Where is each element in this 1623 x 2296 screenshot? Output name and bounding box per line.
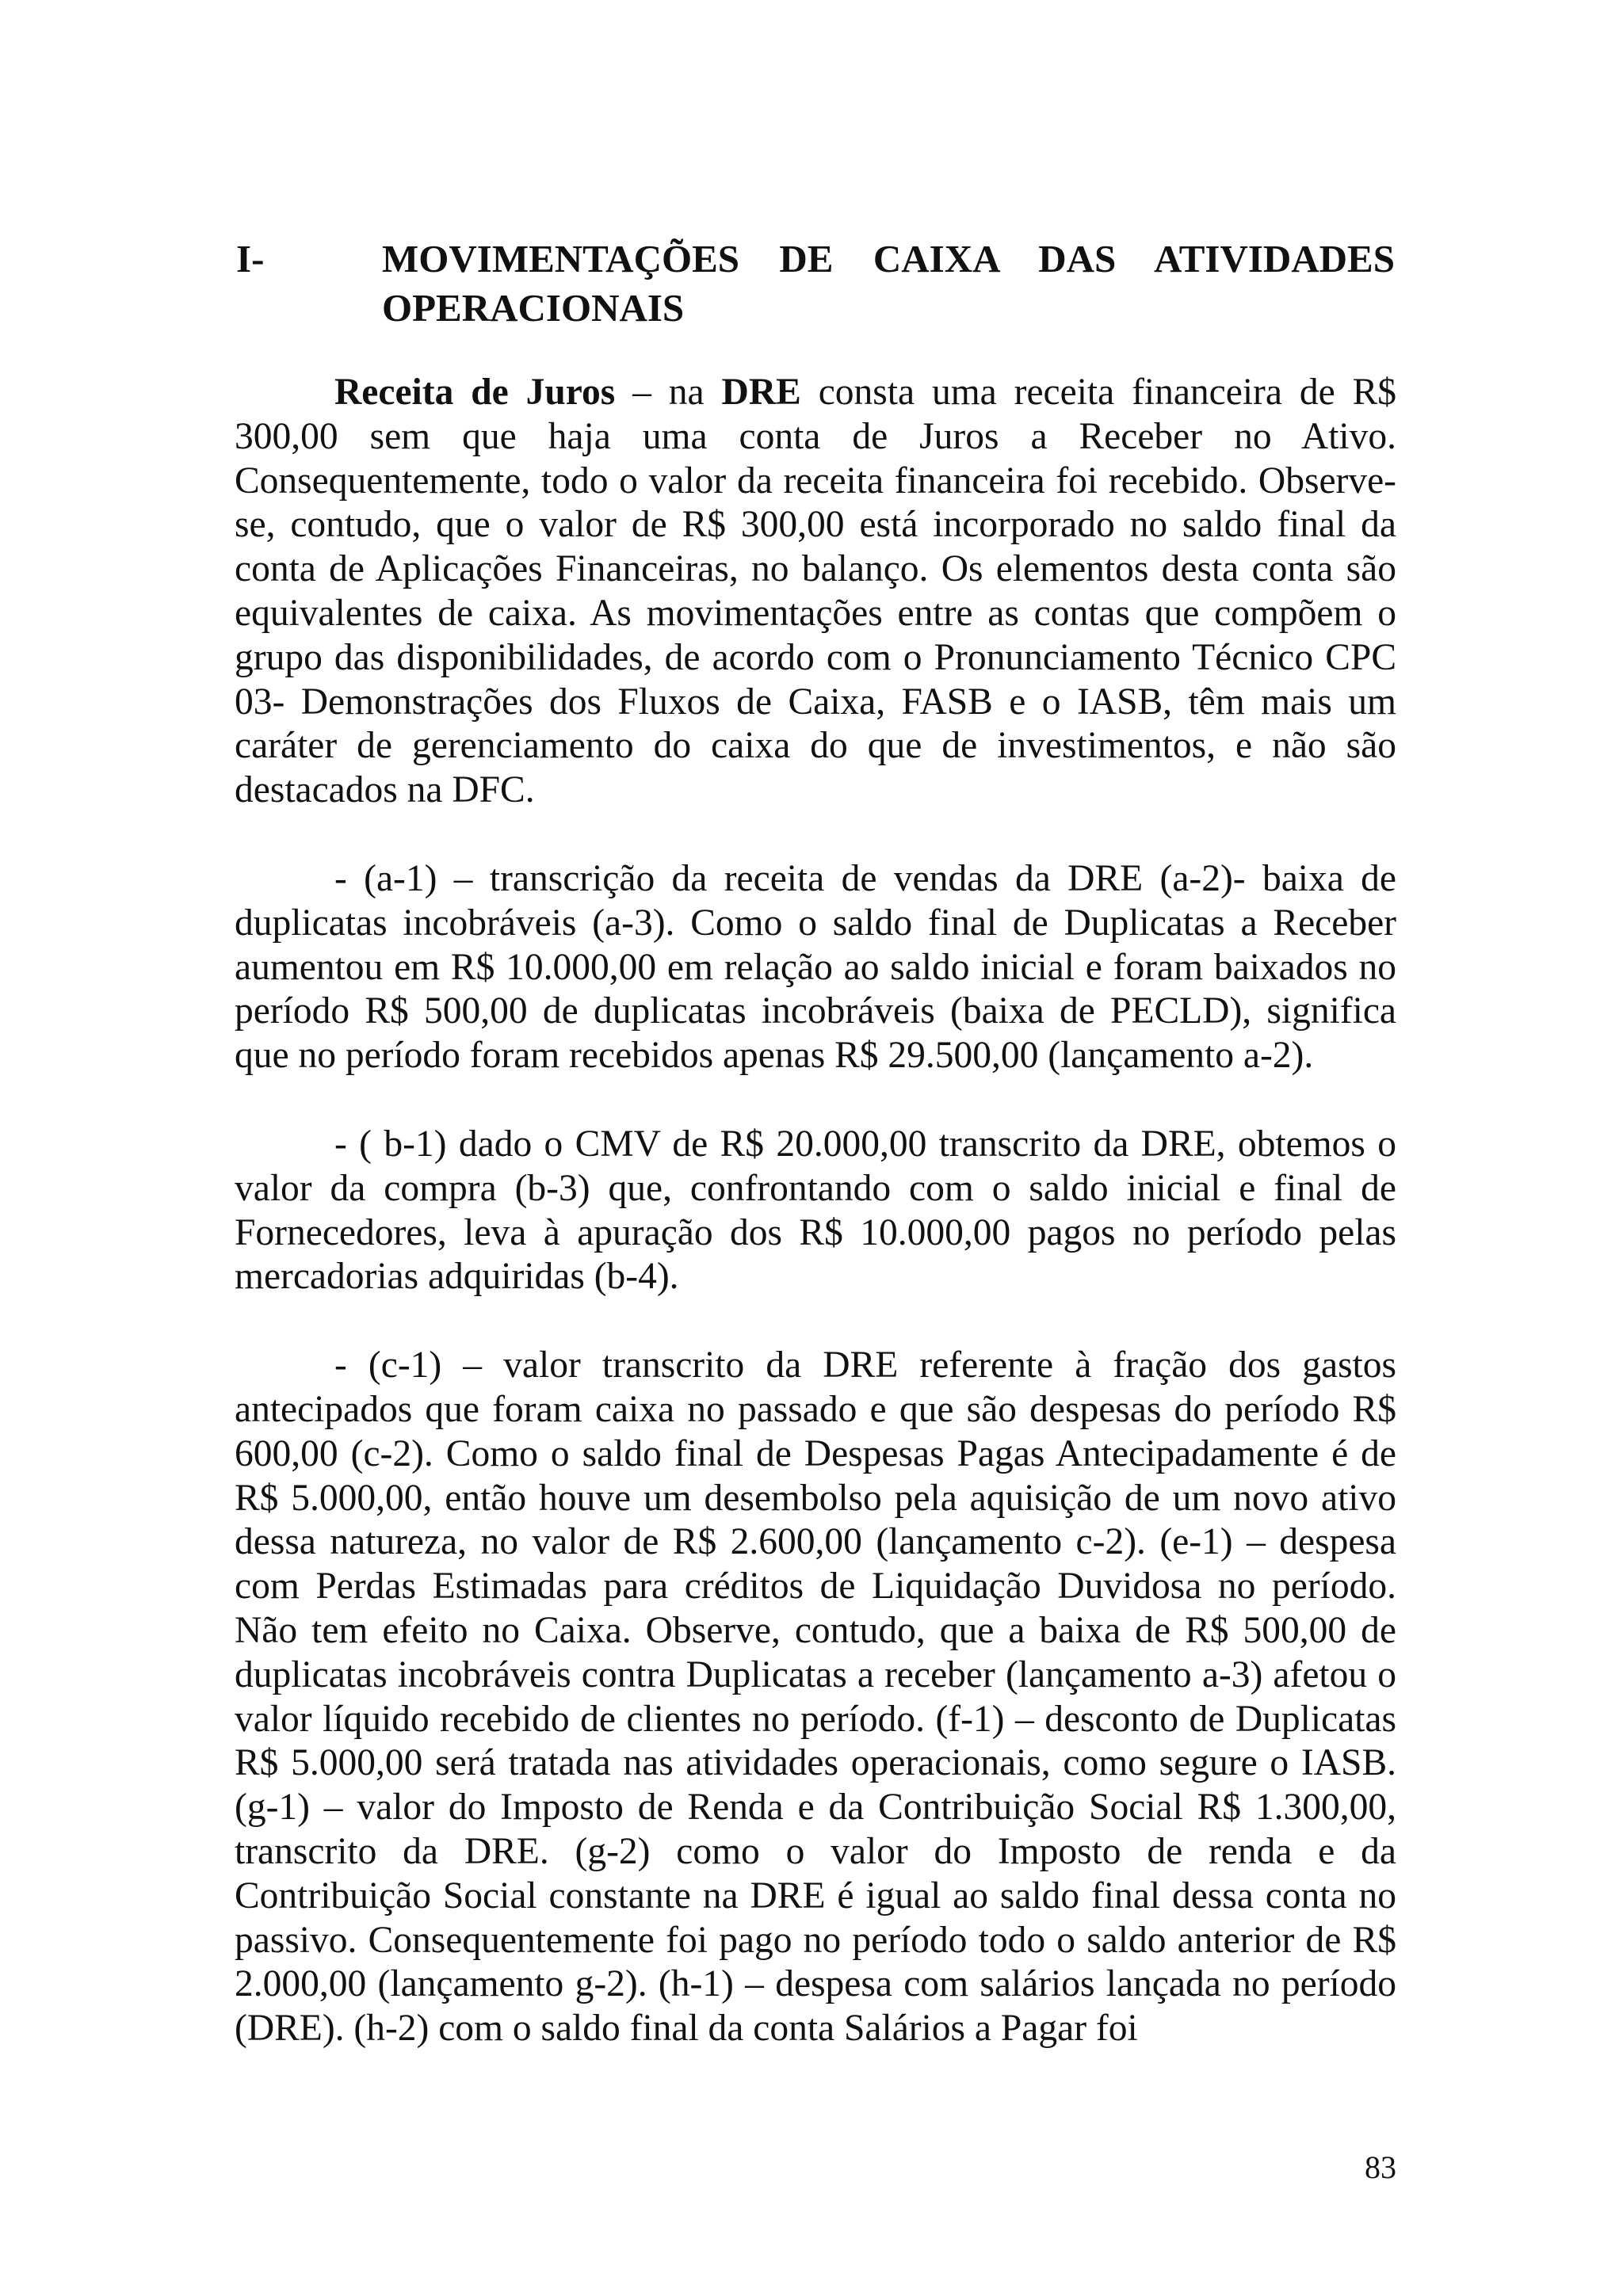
section-title-line-2: OPERACIONAIS <box>382 286 685 330</box>
page-number: 83 <box>1365 2149 1396 2185</box>
paragraph-receita-de-juros <box>235 371 1396 813</box>
section-title <box>382 235 1395 333</box>
paragraph-c: - (c-1) – valor transcrito da DRE referente à fração dos gastos antecipados que foram caixa no passado e que são despesas do período R$ 600,00 (c-2). Como o saldo final de Despesas Pagas Antecipadamente é de R$ 5.000,00, então houve um desembolso pela aquisição de um novo ativo dessa natureza, no valor de R$ 2.600,00 (lançamento c-2). (e-1) – despesa com Perdas Estimadas para créditos de Liquidação Duvidosa no período. Não tem efeito no Caixa. Observe, contudo, que a baixa de R$ 500,00 de duplicatas incobráveis contra Duplicatas a receber (lançamento a-3) afetou o valor líquido recebido de clientes no período. (f-1) – desconto de Duplicatas R$ 5.000,00 será tratada nas atividades operacionais, como segure o IASB. (g-1) – valor do Imposto de Renda e da Contribuição Social R$ 1.300,00, transcrito da DRE. (g-2) como o valor do Imposto de renda e da Contribuição Social constante na DRE é igual ao saldo final dessa conta no passivo. Consequentemente foi pago no período todo o saldo anterior de R$ 2.000,00 (lançamento g-2). (h-1) – despesa com salários lançada no período (DRE). (h-2) com o saldo final da conta Salários a Pagar foi <box>235 1344 1396 2050</box>
paragraph-b: - ( b-1) dado o CMV de R$ 20.000,00 transcrito da DRE, obtemos o valor da compra (b-3) que, confrontando com o saldo inicial e final de Fornecedores, leva à apuração dos R$ 10.000,00 pagos no período pelas mercadorias adquiridas (b-4). <box>235 1123 1396 1298</box>
paragraph-a: - (a-1) – transcrição da receita de vendas da DRE (a-2)- baixa de duplicatas incobráveis (a-3). Como o saldo final de Duplicatas a Receber aumentou em R$ 10.000,00 em relação ao saldo inicial e foram baixados no período R$ 500,00 de duplicatas incobráveis (baixa de PECLD), significa que no período foram recebidos apenas R$ 29.500,00 (lançamento a-2). <box>235 857 1396 1077</box>
section-number: I- <box>236 237 265 280</box>
paragraph-text: consta uma receita financeira de R$ 300,00 sem que haja uma conta de Juros a Receber no Ativo. Consequentemente, todo o valor da receita financeira foi recebido. Observe-se, contudo, que o valor de R$ 300,00 está incorporado no saldo final da conta de Aplicações Financeiras, no balanço. Os elementos desta conta são equivalentes de caixa. As movimentações entre as contas que compõem o grupo das disponibilidades, de acordo com o Pronunciamento Técnico CPC 03- Demonstrações dos Fluxos de Caixa, FASB e o IASB, têm mais um caráter de gerenciamento do caixa do que de investimentos, e não são destacados na DFC. <box>235 372 1397 811</box>
body-text <box>235 371 1396 2051</box>
term-receita-de-juros: Receita de Juros <box>334 372 616 413</box>
term-dre: DRE <box>721 372 801 413</box>
term-separator: – na <box>615 372 722 413</box>
section-title-line-1: MOVIMENTAÇÕES DE CAIXA DAS ATIVIDADES <box>382 237 1395 280</box>
